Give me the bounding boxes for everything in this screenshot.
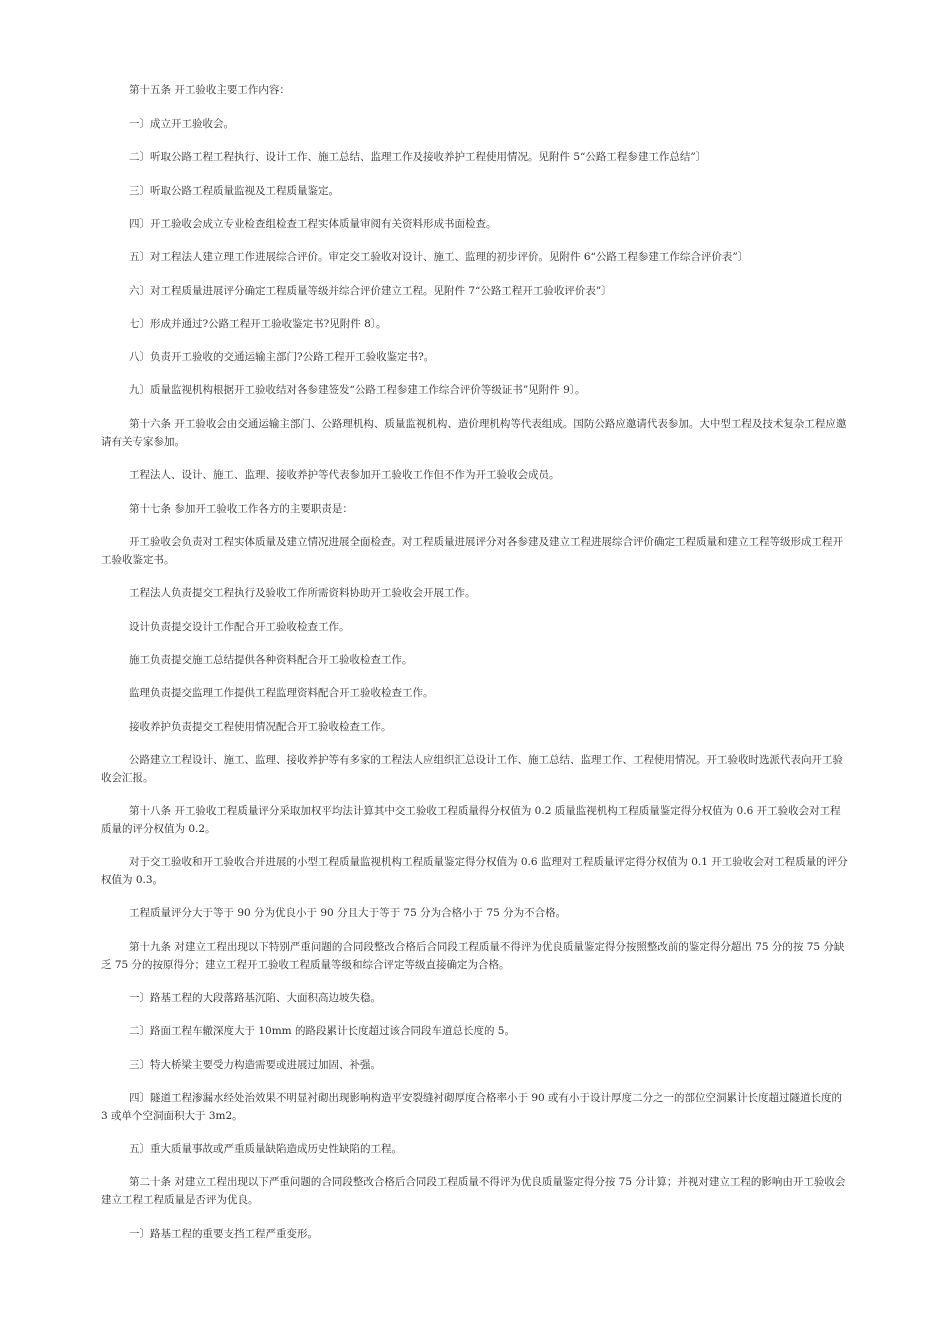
paragraph: 工程法人、设计、施工、监理、接收养护等代表参加开工验收工作但不作为开工验收会成员。 xyxy=(129,469,560,481)
paragraph: 第十六条 开工验收会由交通运输主部门、公路理机构、质量监视机构、造价理机构等代表组成。国防公路应邀请代表参加。大中型工程及技术复杂工程应邀请有关专家参加。 xyxy=(101,418,847,448)
paragraph: 三〕听取公路工程质量监视及工程质量鉴定。 xyxy=(129,185,339,197)
paragraph: 施工负责提交施工总结提供各种资料配合开工验收检查工作。 xyxy=(129,654,413,666)
paragraph: 第二十条 对建立工程出现以下严重问题的合同段整改合格后合同段工程质量不得评为优良质量鉴定得分按 75 分计算；并视对建立工程的影响由开工验收会建立工程工程质量是否评为优良。 xyxy=(101,1176,846,1206)
paragraph: 五〕重大质量事故或严重质量缺陷造成历史性缺陷的工程。 xyxy=(129,1143,402,1155)
paragraph: 五〕对工程法人建立理工作进展综合评价。审定交工验收对设计、施工、监理的初步评价。见附件 6“公路工程参建工作综合评价表”〕 xyxy=(129,251,749,263)
paragraph: 工程法人负责提交工程执行及验收工作所需资料协助开工验收会开展工作。 xyxy=(129,587,476,599)
paragraph: 一〕路基工程的重要支挡工程严重变形。 xyxy=(129,1228,318,1240)
paragraph: 八〕负责开工验收的交通运输主部门?公路工程开工验收鉴定书?。 xyxy=(129,351,435,363)
paragraph: 开工验收会负责对工程实体质量及建立情况进展全面检查。对工程质量进展评分对各参建及建立工程进展综合评价确定工程质量和建立工程等级形成工程开工验收鉴定书。 xyxy=(101,536,843,566)
paragraph: 对于交工验收和开工验收合并进展的小型工程质量监视机构工程质量鉴定得分权值为 0.6 监理对工程质量评定得分权值为 0.1 开工验收会对工程质量的评分权值为 0.3。 xyxy=(101,856,848,886)
paragraph: 公路建立工程设计、施工、监理、接收养护等有多家的工程法人应组织汇总设计工作、施工总结、监理工作、工程使用情况。开工验收时选派代表向开工验收会汇报。 xyxy=(101,754,843,784)
paragraph: 接收养护负责提交工程使用情况配合开工验收检查工作。 xyxy=(129,721,392,733)
paragraph: 七〕形成并通过?公路工程开工验收鉴定书?见附件 8〕。 xyxy=(129,318,387,330)
paragraph: 第十七条 参加开工验收工作各方的主要职责是： xyxy=(129,503,353,515)
paragraph: 九〕质量监视机构根据开工验收结对各参建签发“公路工程参建工作综合评价等级证书”见附件 9〕。 xyxy=(129,384,586,396)
paragraph: 设计负责提交设计工作配合开工验收检查工作。 xyxy=(129,621,350,633)
paragraph: 四〕隧道工程渗漏水经处治效果不明显衬砌出现影响构造平安裂缝衬砌厚度合格率小于 90 或有小于设计厚度二分之一的部位空洞累计长度超过隧道长度的 3 或单个空洞面积大于 3m2。 xyxy=(101,1092,843,1122)
paragraph: 二〕路面工程车辙深度大于 10mm 的路段累计长度超过该合同段车道总长度的 5。 xyxy=(129,1025,515,1037)
paragraph: 工程质量评分大于等于 90 分为优良小于 90 分且大于等于 75 分为合格小于 75 分为不合格。 xyxy=(129,907,567,919)
paragraph: 三〕特大桥梁主要受力构造需要或进展过加固、补强。 xyxy=(129,1059,381,1071)
paragraph: 六〕对工程质量进展评分确定工程质量等级并综合评价建立工程。见附件 7“公路工程开工验收评价表”〕 xyxy=(129,285,612,297)
paragraph: 一〕成立开工验收会。 xyxy=(129,118,234,130)
paragraph: 第十五条 开工验收主要工作内容： xyxy=(129,84,290,96)
paragraph: 二〕听取公路工程工程执行、设计工作、施工总结、监理工作及接收养护工程使用情况。见附件 5“公路工程参建工作总结”〕 xyxy=(129,151,707,163)
paragraph: 第十九条 对建立工程出现以下特别严重问题的合同段整改合格后合同段工程质量不得评为优良质量鉴定得分按照整改前的鉴定得分超出 75 分的按 75 分缺乏 75 分的按原得分；建立工程开工验收工程质量等级和综合评定等级直接确定为合格。 xyxy=(101,941,845,971)
paragraph: 四〕开工验收会成立专业检查组检查工程实体质量审阅有关资料形成书面检查。 xyxy=(129,218,497,230)
paragraph: 一〕路基工程的大段落路基沉陷、大面积高边坡失稳。 xyxy=(129,992,381,1004)
paragraph: 监理负责提交监理工作提供工程监理资料配合开工验收检查工作。 xyxy=(129,687,434,699)
paragraph: 第十八条 开工验收工程质量评分采取加权平均法计算其中交工验收工程质量得分权值为 0.2 质量监视机构工程质量鉴定得分权值为 0.6 开工验收会对工程质量的评分权值为 0.2。 xyxy=(101,805,841,835)
